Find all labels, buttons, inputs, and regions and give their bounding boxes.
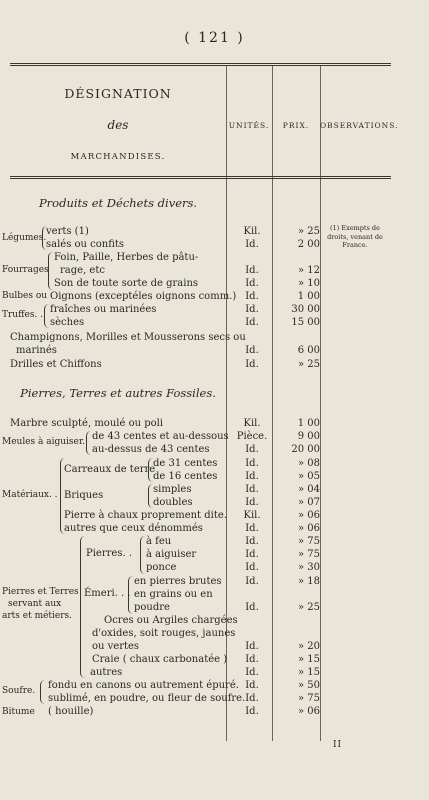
group-label-pierres-terres: servant aux	[8, 599, 62, 609]
group-label-legumes: Légumes.	[2, 233, 47, 243]
unit-cell: Id.	[245, 706, 259, 717]
price-cell: » 25	[297, 226, 320, 237]
table-row-text: Drilles et Chiffons	[10, 359, 102, 370]
price-cell: 2 00	[297, 239, 320, 250]
brace	[140, 536, 145, 574]
header-title: DÉSIGNATION	[64, 86, 172, 101]
group-label-materiaux: Matériaux. .	[2, 490, 58, 500]
table-row-text: ponce	[146, 562, 177, 573]
page-number: ( 121 )	[184, 30, 245, 46]
price-cell: » 18	[297, 576, 320, 587]
header-marchandises: MARCHANDISES.	[70, 152, 166, 162]
table-row-text: simples	[153, 484, 192, 495]
price-cell: » 75	[297, 693, 320, 704]
group-label-briques: Briques	[64, 490, 104, 501]
unit-cell: Id.	[245, 291, 259, 302]
unit-cell: Id.	[245, 345, 259, 356]
table-row-text: poudre	[134, 602, 170, 613]
price-cell: » 15	[297, 654, 320, 665]
brace	[40, 680, 45, 704]
brace	[48, 252, 53, 290]
price-cell: » 06	[297, 510, 320, 521]
price-cell: 1 00	[297, 291, 320, 302]
brace	[128, 576, 133, 614]
table-row-text: fraîches ou marinées	[50, 304, 157, 315]
observation-note: (1) Exempts de droits, venant de France.	[327, 224, 383, 249]
header-price: PRIX.	[282, 121, 310, 130]
table-row-text: salés ou confits	[46, 239, 125, 250]
unit-cell: Id.	[245, 471, 259, 482]
table-row-text: rage, etc	[60, 265, 105, 276]
price-cell: » 12	[297, 265, 320, 276]
unit-cell: Id.	[245, 667, 259, 678]
table-row-text: Son de toute sorte de grains	[54, 278, 199, 289]
tariff-table	[2, 63, 399, 741]
group-label-truffes: Truffes. .	[2, 310, 44, 320]
price-cell: 6 00	[297, 345, 320, 356]
brace	[86, 431, 91, 455]
group-label-bulbes: Bulbes ou	[2, 291, 48, 301]
table-row-text: à aiguiser	[146, 549, 197, 560]
table-row-text: d'oxides, soit rouges, jaunes	[92, 628, 236, 639]
table-row-text: Craie ( chaux carbonatée )	[92, 654, 228, 665]
unit-cell: Id.	[245, 239, 259, 250]
table-row-text: à feu	[146, 536, 172, 547]
section-title-pierres: Pierres, Terres et autres Fossiles.	[20, 386, 216, 400]
section-title-produits: Produits et Déchets divers.	[38, 196, 198, 210]
price-cell: » 30	[297, 562, 320, 573]
price-cell: » 25	[297, 359, 320, 370]
brace	[80, 536, 85, 678]
group-label-bitume: Bitume	[2, 707, 35, 717]
header-units: UNITÉS.	[228, 121, 270, 130]
price-cell: » 06	[297, 523, 320, 534]
price-cell: » 25	[297, 602, 320, 613]
table-row-text: Ocres ou Argiles chargées	[104, 615, 238, 626]
brace	[44, 304, 49, 328]
unit-cell: Id.	[245, 484, 259, 495]
price-cell: » 10	[297, 278, 320, 289]
table-row-text: sèches	[50, 317, 85, 328]
table-row-text: verts (1)	[46, 226, 89, 237]
price-cell: » 07	[297, 497, 320, 508]
table-row-text: marinés	[16, 345, 57, 356]
table-row-text: Champignons, Morilles et Mousserons secs ou	[10, 332, 246, 343]
group-label-pierres-terres: Pierres et Terres	[2, 587, 79, 597]
price-cell: 9 00	[297, 431, 320, 442]
unit-cell: Kil.	[243, 510, 261, 521]
group-label-fourrages: Fourrages	[2, 265, 49, 275]
group-label-carreaux: Carreaux de terre	[64, 464, 156, 475]
price-cell: » 75	[297, 549, 320, 560]
brace	[42, 226, 47, 250]
table-row-text: en grains ou en	[134, 589, 213, 600]
unit-cell: Id.	[245, 536, 259, 547]
price-cell: » 75	[297, 536, 320, 547]
price-cell: » 06	[297, 706, 320, 717]
unit-cell: Id.	[245, 693, 259, 704]
price-cell: » 05	[297, 471, 320, 482]
signature-mark: II	[333, 740, 343, 750]
table-row-text: de 31 centes	[153, 458, 218, 469]
price-cell: » 20	[297, 641, 320, 652]
brace	[148, 484, 153, 508]
table-row-text: ou vertes	[92, 641, 140, 652]
unit-cell: Kil.	[243, 418, 261, 429]
group-label-pierres-terres: arts et métiers.	[2, 611, 73, 621]
price-cell: » 15	[297, 667, 320, 678]
unit-cell: Id.	[245, 359, 259, 370]
unit-cell: Id.	[245, 654, 259, 665]
unit-cell: Id.	[245, 497, 259, 508]
unit-cell: Pièce.	[236, 431, 268, 442]
unit-cell: Id.	[245, 317, 259, 328]
unit-cell: Kil.	[243, 226, 261, 237]
table-row-text: Pierre à chaux proprement dite.	[64, 510, 227, 521]
unit-cell: Id.	[245, 576, 259, 587]
table-row-text: au-dessus de 43 centes	[92, 444, 210, 455]
table-row-text: fondu en canons ou autrement épuré.	[48, 680, 239, 691]
price-cell: 15 00	[291, 317, 320, 328]
table-row-text: autres que ceux dénommés	[64, 523, 203, 534]
price-cell: » 08	[297, 458, 320, 469]
price-cell: 30 00	[291, 304, 320, 315]
table-row-text: autres	[90, 667, 123, 678]
table-row-text: Oignons (exceptéles oignons comm.)	[50, 291, 237, 302]
header-separator	[10, 176, 391, 179]
table-row-text: en pierres brutes	[134, 576, 222, 587]
unit-cell: Id.	[245, 602, 259, 613]
unit-cell: Id.	[245, 680, 259, 691]
table-row-text: de 16 centes	[153, 471, 218, 482]
group-label-emeri: Émeri. . .	[84, 588, 131, 599]
table-row-text: de 43 centes et au-dessous	[92, 431, 229, 442]
unit-cell: Id.	[245, 278, 259, 289]
unit-cell: Id.	[245, 304, 259, 315]
group-label-meules: Meules à aiguiser.	[2, 437, 86, 447]
group-label-soufre: Soufre.	[2, 686, 36, 696]
price-cell: » 50	[297, 680, 320, 691]
unit-cell: Id.	[245, 641, 259, 652]
price-cell: 20 00	[291, 444, 320, 455]
header-des: des	[107, 118, 129, 132]
table-row-text: doubles	[153, 497, 193, 508]
header-observations: OBSERVATIONS.	[320, 121, 399, 130]
unit-cell: Id.	[245, 562, 259, 573]
unit-cell: Id.	[245, 444, 259, 455]
unit-cell: Id.	[245, 549, 259, 560]
table-row-text: sublimé, en poudre, ou fleur de soufre.	[48, 693, 246, 704]
unit-cell: Id.	[245, 523, 259, 534]
table-row-text: Marbre sculpté, moulé ou poli	[10, 418, 164, 429]
unit-cell: Id.	[245, 265, 259, 276]
price-cell: 1 00	[297, 418, 320, 429]
group-label-pierres: Pierres. .	[86, 548, 132, 559]
brace	[148, 458, 153, 482]
table-row-text: Foin, Paille, Herbes de pâtu-	[54, 252, 199, 263]
price-cell: » 04	[297, 484, 320, 495]
table-row-text: ( houille)	[48, 706, 94, 717]
unit-cell: Id.	[245, 458, 259, 469]
